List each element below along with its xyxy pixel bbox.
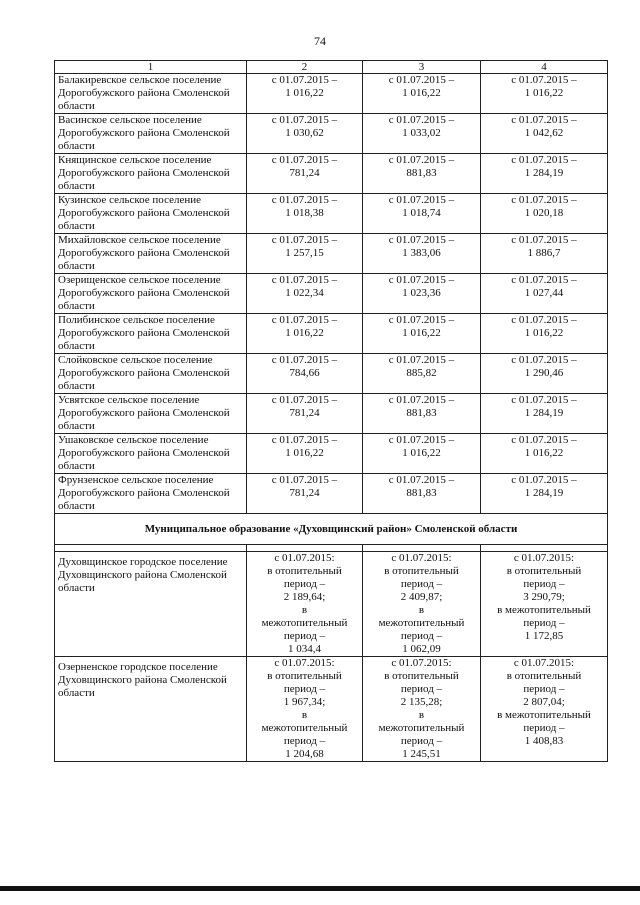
cell-line: период – [523, 683, 565, 695]
cell-line: с 01.07.2015 – [511, 434, 577, 446]
cell-line: с 01.07.2015 – [511, 314, 577, 326]
cell-line: 1 016,22 [285, 87, 324, 99]
tariff-cell-col4 [481, 274, 608, 314]
tariff-cell-col2 [247, 657, 363, 762]
tariff-cell-col2 [247, 114, 363, 154]
cell-line: с 01.07.2015 – [511, 74, 577, 86]
settlement-name: Фрунзенское сельское поселение Дорогобужского района Смоленской области [55, 474, 247, 514]
cell-line: в отопительный [384, 670, 459, 682]
cell-line: 3 290,79; [523, 591, 565, 603]
cell-line: в отопительный [267, 670, 342, 682]
tariff-cell-col2 [247, 552, 363, 657]
tariff-cell-col3 [363, 474, 481, 514]
cell-line: с 01.07.2015 – [388, 234, 455, 246]
cell-line: в [418, 604, 425, 616]
tariff-cell-col3 [363, 114, 481, 154]
cell-line: 1 408,83 [524, 735, 564, 747]
cell-line: с 01.07.2015 – [388, 474, 455, 486]
cell-line: 1 016,22 [402, 87, 441, 99]
cell-line: 1 967,34; [283, 696, 326, 708]
settlement-name: Полибинское сельское поселение Дорогобужского района Смоленской области [55, 314, 247, 354]
cell-line: 1 284,19 [524, 487, 564, 499]
table-row [55, 74, 608, 114]
tariff-cell-col4 [481, 354, 608, 394]
cell-line: 2 409,87; [400, 591, 443, 603]
tariff-cell-col3 [363, 552, 481, 657]
cell-line: с 01.07.2015 – [271, 114, 338, 126]
tariff-cell-col4 [481, 234, 608, 274]
cell-line: 1 016,22 [524, 327, 564, 339]
tariff-cell-col2 [247, 394, 363, 434]
cell-line: 781,24 [289, 487, 320, 499]
cell-line: 784,66 [289, 367, 320, 379]
settlement-name: Княщинское сельское поселение Дорогобужского района Смоленской области [55, 154, 247, 194]
cell-line: с 01.07.2015 – [511, 354, 577, 366]
cell-line: период – [400, 578, 443, 590]
cell-line: в отопительный [267, 565, 342, 577]
cell-line: 1 257,15 [285, 247, 324, 259]
tariff-cell-col3 [363, 434, 481, 474]
cell-line: период – [283, 630, 326, 642]
cell-line: 1 245,51 [402, 748, 441, 760]
cell-line: в отопительный [506, 565, 582, 577]
cell-line: 1 023,36 [402, 287, 441, 299]
table-row [55, 354, 608, 394]
table-row [55, 114, 608, 154]
cell-line: 1 034,4 [288, 643, 321, 655]
cell-line: с 01.07.2015: [513, 657, 575, 669]
tariff-cell-col2 [247, 474, 363, 514]
cell-line: в [301, 604, 308, 616]
tariff-cell-col3 [363, 234, 481, 274]
settlement-name: Озерищенское сельское поселение Дорогобужского района Смоленской области [55, 274, 247, 314]
cell-line: межотопительный [261, 722, 348, 734]
cell-line: 1 284,19 [524, 167, 564, 179]
tariff-cell-col4 [481, 114, 608, 154]
column-header-2: 2 [247, 61, 363, 74]
cell-line: 1 062,09 [402, 643, 441, 655]
column-header-4: 4 [481, 61, 608, 74]
cell-line: с 01.07.2015 – [511, 114, 577, 126]
bottom-rule [0, 886, 640, 891]
cell-line: 881,83 [406, 167, 437, 179]
header-row [55, 61, 608, 74]
cell-line: 1 042,62 [524, 127, 564, 139]
cell-line: период – [400, 683, 443, 695]
cell-line: с 01.07.2015 – [511, 274, 577, 286]
tariff-cell-col2 [247, 274, 363, 314]
settlement-name: Михайловское сельское поселение Дорогобужского района Смоленской области [55, 234, 247, 274]
cell-line: 2 135,28; [400, 696, 443, 708]
tariff-cell-col4 [481, 552, 608, 657]
cell-line: 1 290,46 [524, 367, 564, 379]
cell-line: 1 284,19 [524, 407, 564, 419]
cell-line: в отопительный [506, 670, 582, 682]
cell-line: межотопительный [378, 617, 465, 629]
tariff-cell-col3 [363, 657, 481, 762]
cell-line: в [301, 709, 308, 721]
cell-line: с 01.07.2015 – [271, 234, 338, 246]
cell-line: период – [400, 630, 443, 642]
cell-line: период – [523, 578, 565, 590]
cell-line: с 01.07.2015 – [388, 114, 455, 126]
cell-line: 1 204,68 [285, 748, 324, 760]
cell-line: 781,24 [289, 167, 320, 179]
settlement-name: Духовщинское городское поселение Духовщинского района Смоленской области [55, 552, 247, 657]
tariff-cell-col4 [481, 434, 608, 474]
cell-line: с 01.07.2015 – [388, 434, 455, 446]
tariff-cell-col2 [247, 194, 363, 234]
cell-line: период – [523, 722, 565, 734]
table-row [55, 234, 608, 274]
section-title: Муниципальное образование «Духовщинский район» Смоленской области [55, 514, 608, 545]
tariff-cell-col3 [363, 194, 481, 234]
spacer-cell [247, 545, 363, 552]
cell-line: 1 016,22 [524, 447, 564, 459]
cell-line: с 01.07.2015 – [511, 234, 577, 246]
cell-line: период – [400, 735, 443, 747]
tariff-cell-col4 [481, 657, 608, 762]
tariff-cell-col3 [363, 274, 481, 314]
cell-line: в [418, 709, 425, 721]
section-header-row [55, 514, 608, 545]
cell-line: 1 016,22 [285, 447, 324, 459]
spacer-cell [55, 545, 247, 552]
table-row [55, 194, 608, 234]
cell-line: 2 807,04; [523, 696, 565, 708]
cell-line: период – [283, 735, 326, 747]
settlement-name: Балакиревское сельское поселение Дорогобужского района Смоленской области [55, 74, 247, 114]
tariff-cell-col2 [247, 434, 363, 474]
cell-line: с 01.07.2015 – [271, 194, 338, 206]
cell-line: 1 018,38 [285, 207, 324, 219]
cell-line: с 01.07.2015 – [271, 74, 338, 86]
table-row [55, 314, 608, 354]
cell-line: с 01.07.2015: [274, 657, 335, 669]
cell-line: с 01.07.2015 – [388, 194, 455, 206]
cell-line: 1 016,22 [402, 327, 441, 339]
cell-line: период – [283, 683, 326, 695]
tariff-cell-col3 [363, 74, 481, 114]
cell-line: 781,24 [289, 407, 320, 419]
cell-line: 1 016,22 [524, 87, 564, 99]
cell-line: 1 016,22 [285, 327, 324, 339]
spacer-row [55, 545, 608, 552]
table-row [55, 657, 608, 762]
cell-line: с 01.07.2015 – [388, 314, 455, 326]
column-header-1: 1 [55, 61, 247, 74]
cell-line: с 01.07.2015: [513, 552, 575, 564]
cell-line: с 01.07.2015 – [271, 314, 338, 326]
table-row [55, 552, 608, 657]
cell-line: 1 886,7 [527, 247, 561, 259]
table-row [55, 474, 608, 514]
cell-line: в межотопительный [497, 604, 591, 616]
settlement-name: Слойковское сельское поселение Дорогобужского района Смоленской области [55, 354, 247, 394]
tariff-cell-col3 [363, 354, 481, 394]
tariff-cell-col2 [247, 74, 363, 114]
tariff-cell-col2 [247, 234, 363, 274]
cell-line: с 01.07.2015 – [511, 474, 577, 486]
table-row [55, 274, 608, 314]
spacer-cell [363, 545, 481, 552]
tariff-cell-col3 [363, 314, 481, 354]
cell-line: с 01.07.2015 – [511, 394, 577, 406]
cell-line: с 01.07.2015: [391, 657, 452, 669]
cell-line: 1 033,02 [402, 127, 441, 139]
cell-line: 2 189,64; [283, 591, 326, 603]
cell-line: в отопительный [384, 565, 459, 577]
table-row [55, 394, 608, 434]
cell-line: 885,82 [406, 367, 437, 379]
tariff-cell-col4 [481, 74, 608, 114]
cell-line: 1 016,22 [402, 447, 441, 459]
column-header-3: 3 [363, 61, 481, 74]
cell-line: с 01.07.2015: [391, 552, 452, 564]
cell-line: с 01.07.2015 – [271, 394, 338, 406]
cell-line: 1 172,85 [524, 630, 564, 642]
table-row [55, 434, 608, 474]
cell-line: межотопительный [378, 722, 465, 734]
tariff-cell-col4 [481, 194, 608, 234]
cell-line: период – [523, 617, 565, 629]
cell-line: 881,83 [406, 407, 437, 419]
cell-line: с 01.07.2015: [274, 552, 335, 564]
spacer-cell [481, 545, 608, 552]
cell-line: с 01.07.2015 – [271, 354, 338, 366]
tariff-cell-col4 [481, 474, 608, 514]
cell-line: с 01.07.2015 – [511, 194, 577, 206]
tariff-cell-col3 [363, 394, 481, 434]
cell-line: 881,83 [406, 487, 437, 499]
cell-line: с 01.07.2015 – [388, 154, 455, 166]
cell-line: в межотопительный [497, 709, 591, 721]
cell-line: межотопительный [261, 617, 348, 629]
cell-line: 1 022,34 [285, 287, 324, 299]
settlement-name: Усвятское сельское поселение Дорогобужского района Смоленской области [55, 394, 247, 434]
tariff-cell-col4 [481, 154, 608, 194]
tariff-cell-col4 [481, 314, 608, 354]
cell-line: с 01.07.2015 – [271, 474, 338, 486]
tariff-table [54, 60, 608, 762]
tariff-cell-col2 [247, 154, 363, 194]
page-number: 74 [314, 34, 326, 48]
cell-line: с 01.07.2015 – [271, 154, 338, 166]
tariff-cell-col2 [247, 314, 363, 354]
settlement-name: Васинское сельское поселение Дорогобужского района Смоленской области [55, 114, 247, 154]
cell-line: с 01.07.2015 – [271, 274, 338, 286]
table-row [55, 154, 608, 194]
cell-line: 1 027,44 [524, 287, 564, 299]
settlement-name: Кузинское сельское поселение Дорогобужского района Смоленской области [55, 194, 247, 234]
settlement-name: Озерненское городское поселение Духовщинского района Смоленской области [55, 657, 247, 762]
cell-line: 1 383,06 [402, 247, 441, 259]
tariff-cell-col3 [363, 154, 481, 194]
cell-line: 1 018,74 [402, 207, 441, 219]
tariff-cell-col2 [247, 354, 363, 394]
cell-line: с 01.07.2015 – [511, 154, 577, 166]
tariff-cell-col4 [481, 394, 608, 434]
cell-line: 1 020,18 [524, 207, 564, 219]
cell-line: 1 030,62 [285, 127, 324, 139]
cell-line: с 01.07.2015 – [388, 74, 455, 86]
settlement-name: Ушаковское сельское поселение Дорогобужского района Смоленской области [55, 434, 247, 474]
cell-line: с 01.07.2015 – [388, 394, 455, 406]
cell-line: с 01.07.2015 – [388, 274, 455, 286]
cell-line: с 01.07.2015 – [271, 434, 338, 446]
cell-line: с 01.07.2015 – [388, 354, 455, 366]
cell-line: период – [283, 578, 326, 590]
